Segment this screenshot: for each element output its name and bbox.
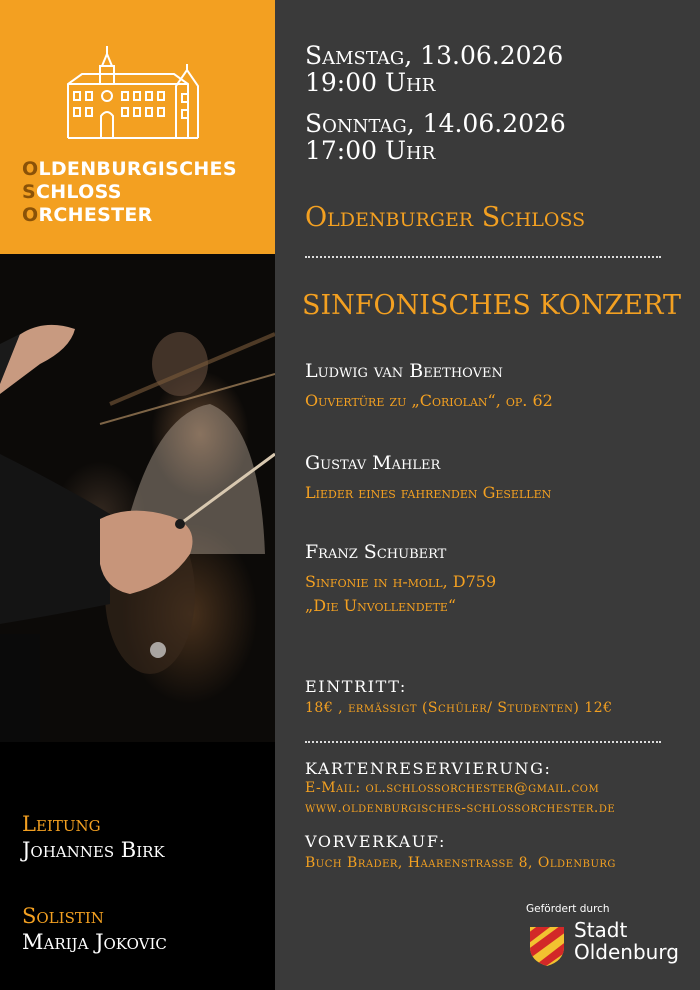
composer-name: Franz Schubert [305,541,447,563]
date-day: Sonntag, 14.06.2026 [305,109,566,138]
presale-location: Buch Brader, Haarenstrasse 8, Oldenburg [305,855,616,871]
orchestra-name-line2: CHLOSS [35,181,122,203]
admission-price: 18€ , ermässigt (Schüler/ Studenten) 12€ [305,700,613,716]
credit-role: Solistin [22,904,104,928]
composer-name: Gustav Mahler [305,452,441,474]
presale [305,832,616,873]
sponsor-name-line2: Oldenburg [574,940,679,964]
admission-label: EINTRITT: [305,677,407,696]
orchestra-name-line3: RCHESTER [38,204,153,226]
sponsor-logo [526,903,691,973]
program-item [305,452,551,504]
initial-o-2: O [22,204,39,226]
credit-name: Johannes Birk [22,838,165,862]
program-item [305,360,553,412]
conductor-photo-icon [0,254,275,742]
initial-s: S [22,181,36,203]
work-subtitle: „Die Unvollendete“ [305,596,457,615]
composer-name: Ludwig van Beethoven [305,360,503,382]
date-block-1 [305,42,563,96]
castle-logo-icon [66,44,200,140]
admission [305,677,613,718]
reservation [305,759,615,818]
divider [305,256,661,258]
conductor-photo [0,254,275,742]
work-title: Lieder eines fahrenden Gesellen [305,483,552,502]
divider [305,741,661,743]
sponsor-name-line1: Stadt [574,918,628,942]
date-day: Samstag, 13.06.2026 [305,41,564,70]
concert-title: SINFONISCHES KONZERT [302,290,681,321]
credit-conductor [22,812,165,862]
orchestra-name-line1: LDENBURGISCHES [38,158,237,180]
orchestra-logo-panel [0,0,275,254]
credit-name: Marija Jokovic [22,930,167,954]
work-title: Ouvertüre zu „Coriolan“, op. 62 [305,391,553,410]
reservation-website[interactable]: www.oldenburgisches-schlossorchester.de [305,800,616,816]
orchestra-name [22,158,237,227]
venue: Oldenburger Schloss [305,202,586,233]
credit-soloist [22,904,167,954]
reservation-label: KARTENRESERVIERUNG: [305,759,552,778]
credit-role: Leitung [22,812,101,836]
program-item [305,541,496,617]
date-block-2 [305,110,566,164]
oldenburg-crest-icon [528,923,566,967]
date-time: 19:00 Uhr [305,68,436,97]
sponsor-name [574,919,679,963]
date-time: 17:00 Uhr [305,136,436,165]
reservation-email[interactable]: E-Mail: ol.schlossorchester@gmail.com [305,780,600,796]
left-column [0,0,275,990]
sponsor-label: Gefördert durch [526,903,610,915]
initial-o: O [22,158,39,180]
presale-label: VORVERKAUF: [305,832,447,851]
work-title: Sinfonie in h-moll, D759 [305,572,497,591]
